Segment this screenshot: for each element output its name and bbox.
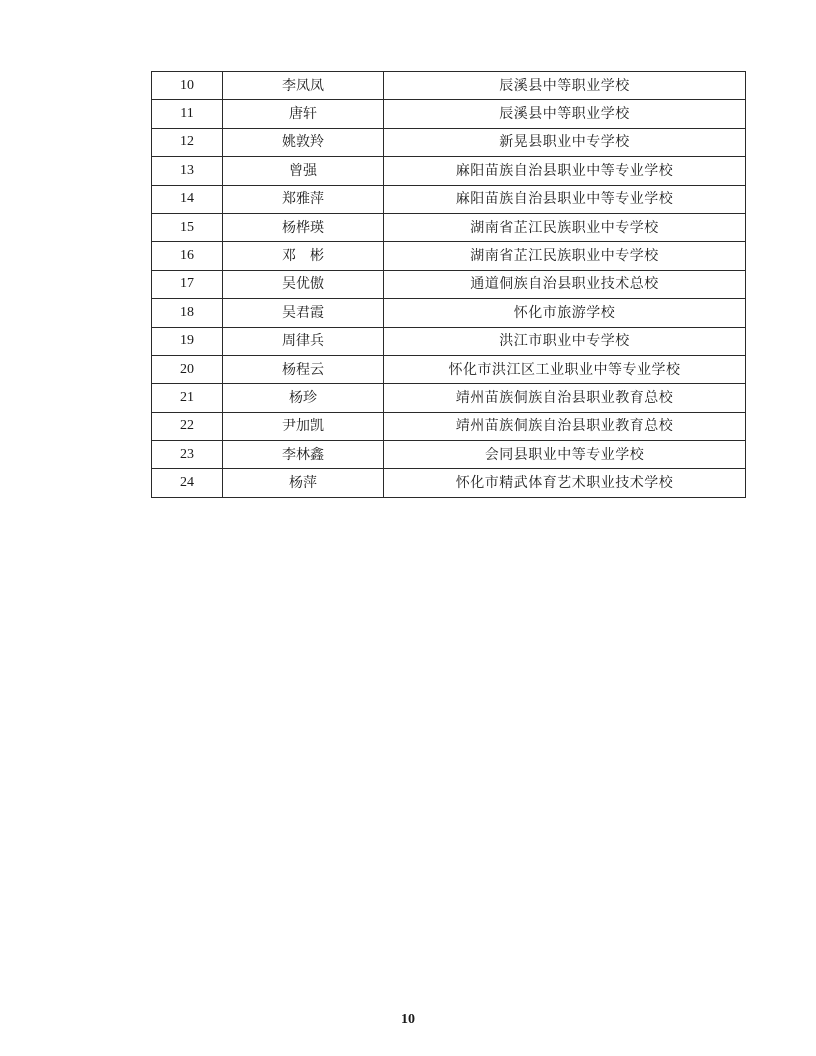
row-number-cell: 10 — [152, 72, 223, 100]
school-cell: 新晃县职业中专学校 — [384, 128, 746, 156]
row-number-cell: 19 — [152, 327, 223, 355]
roster-table-body — [152, 72, 746, 498]
name-cell: 曾强 — [223, 157, 384, 185]
table-row — [152, 412, 746, 440]
table-row — [152, 157, 746, 185]
school-cell: 湖南省芷江民族职业中专学校 — [384, 213, 746, 241]
name-cell: 杨珍 — [223, 384, 384, 412]
table-row — [152, 72, 746, 100]
row-number-cell: 22 — [152, 412, 223, 440]
row-number-cell: 15 — [152, 213, 223, 241]
page-number: 10 — [401, 1012, 415, 1027]
school-cell: 靖州苗族侗族自治县职业教育总校 — [384, 384, 746, 412]
row-number-cell: 11 — [152, 100, 223, 128]
row-number-cell: 24 — [152, 469, 223, 497]
table-row — [152, 469, 746, 497]
name-cell: 吴君霞 — [223, 299, 384, 327]
row-number-cell: 13 — [152, 157, 223, 185]
school-cell: 怀化市洪江区工业职业中等专业学校 — [384, 355, 746, 383]
school-cell: 怀化市精武体育艺术职业技术学校 — [384, 469, 746, 497]
table-row — [152, 213, 746, 241]
name-cell: 杨桦瑛 — [223, 213, 384, 241]
table-row — [152, 355, 746, 383]
name-cell: 尹加凯 — [223, 412, 384, 440]
name-cell: 李凤凤 — [223, 72, 384, 100]
school-cell: 辰溪县中等职业学校 — [384, 72, 746, 100]
row-number-cell: 17 — [152, 270, 223, 298]
roster-table — [151, 71, 746, 498]
row-number-cell: 21 — [152, 384, 223, 412]
table-row — [152, 384, 746, 412]
table-row — [152, 185, 746, 213]
name-cell: 唐轩 — [223, 100, 384, 128]
row-number-cell: 14 — [152, 185, 223, 213]
school-cell: 通道侗族自治县职业技术总校 — [384, 270, 746, 298]
school-cell: 怀化市旅游学校 — [384, 299, 746, 327]
table-row — [152, 327, 746, 355]
row-number-cell: 20 — [152, 355, 223, 383]
name-cell: 李林鑫 — [223, 441, 384, 469]
school-cell: 湖南省芷江民族职业中专学校 — [384, 242, 746, 270]
name-cell: 郑雅萍 — [223, 185, 384, 213]
name-cell: 吴优傲 — [223, 270, 384, 298]
school-cell: 洪江市职业中专学校 — [384, 327, 746, 355]
school-cell: 会同县职业中等专业学校 — [384, 441, 746, 469]
table-row — [152, 270, 746, 298]
school-cell: 麻阳苗族自治县职业中等专业学校 — [384, 185, 746, 213]
school-cell: 麻阳苗族自治县职业中等专业学校 — [384, 157, 746, 185]
name-cell: 周律兵 — [223, 327, 384, 355]
row-number-cell: 12 — [152, 128, 223, 156]
table-row — [152, 441, 746, 469]
table-row — [152, 299, 746, 327]
row-number-cell: 23 — [152, 441, 223, 469]
row-number-cell: 18 — [152, 299, 223, 327]
name-cell: 邓 彬 — [223, 242, 384, 270]
row-number-cell: 16 — [152, 242, 223, 270]
table-row — [152, 128, 746, 156]
table-row — [152, 242, 746, 270]
name-cell: 杨萍 — [223, 469, 384, 497]
name-cell: 杨程云 — [223, 355, 384, 383]
school-cell: 靖州苗族侗族自治县职业教育总校 — [384, 412, 746, 440]
table-row — [152, 100, 746, 128]
school-cell: 辰溪县中等职业学校 — [384, 100, 746, 128]
name-cell: 姚敦羚 — [223, 128, 384, 156]
